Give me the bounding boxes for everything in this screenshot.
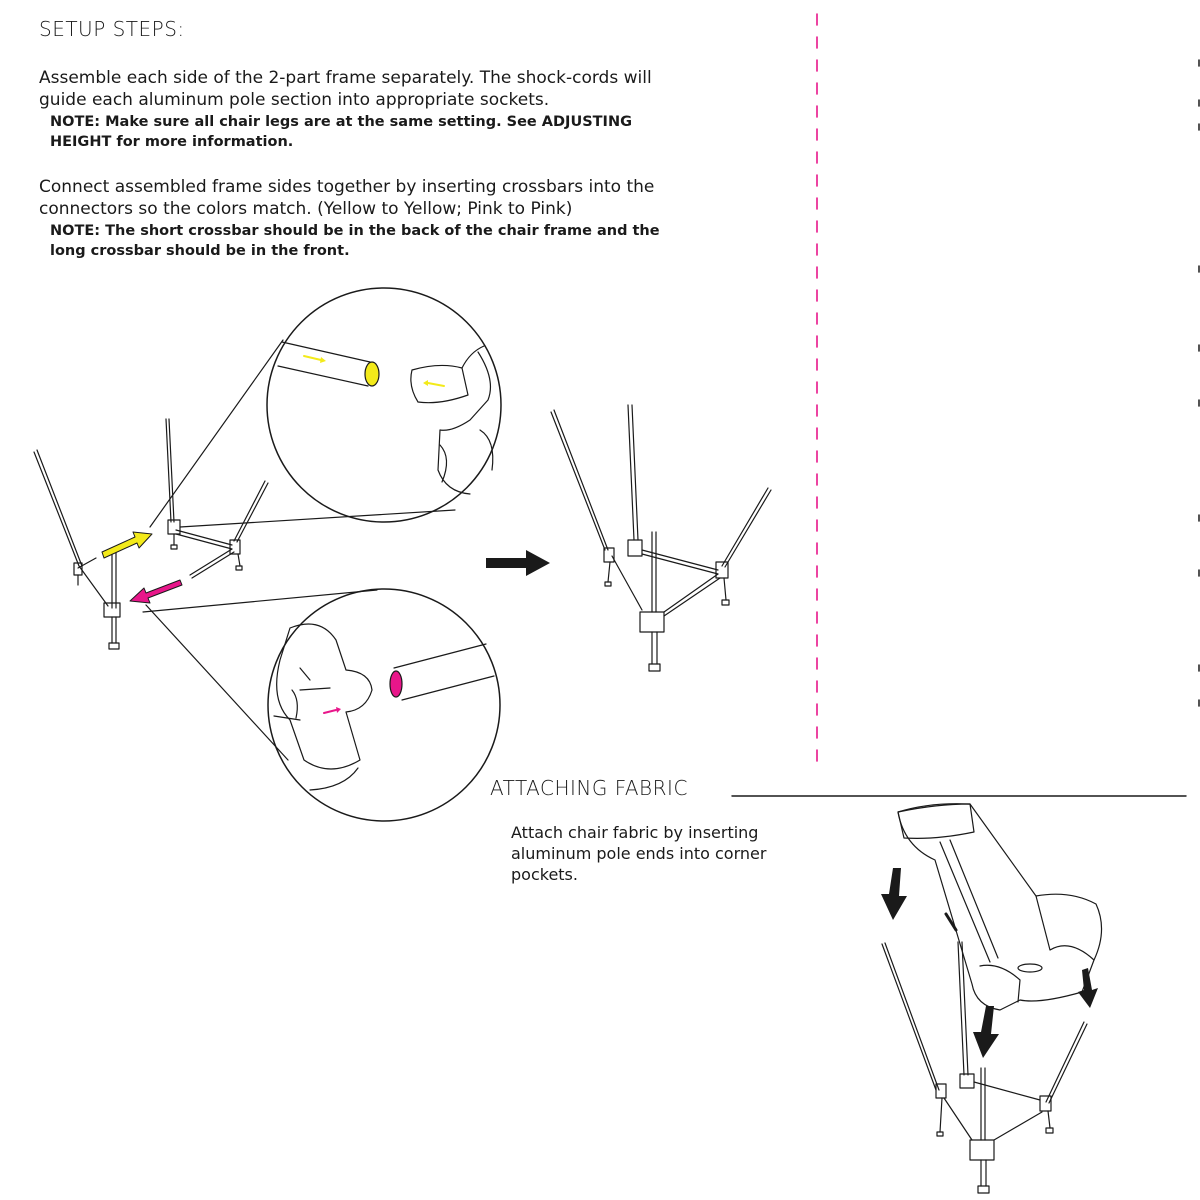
attaching-fabric-heading: ATTACHING FABRIC [490,776,688,800]
note2-line1: NOTE: The short crossbar should be in the back of the chair frame and the [50,223,660,239]
chair-with-fabric [881,804,1102,1193]
note1-line1: NOTE: Make sure all chair legs are at the same setting. See ADJUSTING [50,114,632,130]
step1-line1: Assemble each side of the 2-part frame separately. The shock-cords will [39,68,652,88]
pink-connector-detail [268,589,500,821]
fabric-line3: pockets. [511,865,578,884]
frame-halves-separate [34,419,268,649]
step2-line2: connectors so the colors match. (Yellow to Yellow; Pink to Pink) [39,199,573,219]
yellow-connector-detail [267,288,501,522]
note1-line2: HEIGHT for more information. [50,134,294,150]
setup-steps-heading: SETUP STEPS: [39,17,185,41]
fabric-line1: Attach chair fabric by inserting [511,823,759,842]
step1-line2: guide each aluminum pole section into appropriate sockets. [39,90,550,110]
down-arrow-icon [973,1006,999,1058]
down-arrow-icon [1078,968,1098,1008]
fabric-line2: aluminum pole ends into corner [511,844,767,863]
step2-line1: Connect assembled frame sides together by inserting crossbars into the [39,177,655,197]
note2-line2: long crossbar should be in the front. [50,243,350,259]
right-arrow-icon [486,550,550,576]
frame-assembled [551,405,771,671]
down-arrow-icon [881,868,907,920]
